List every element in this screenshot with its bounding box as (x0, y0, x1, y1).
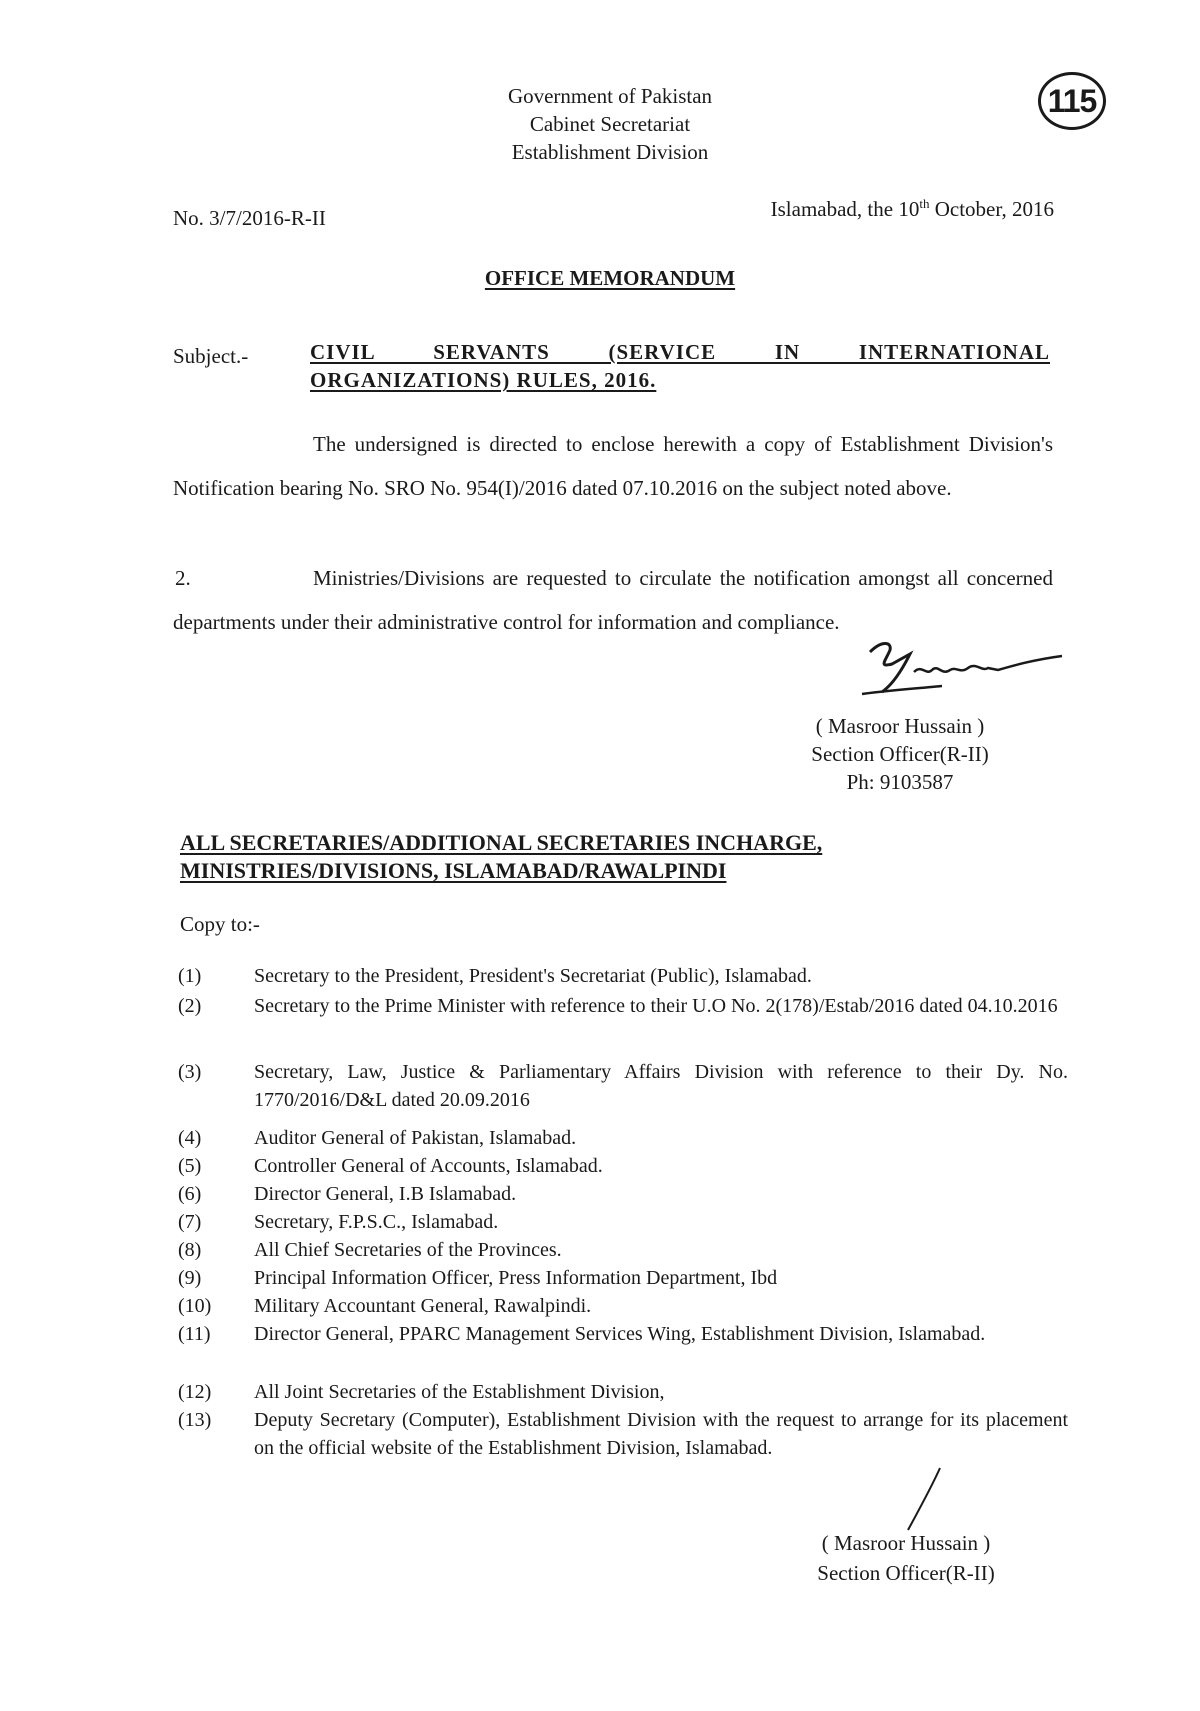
copy-item-text: Secretary, F.P.S.C., Islamabad. (254, 1211, 499, 1233)
copy-item-number: (11) (178, 1323, 211, 1345)
signatory-designation: Section Officer(R-II) (811, 742, 989, 766)
copy-item (178, 1236, 1068, 1264)
copy-item-text: Controller General of Accounts, Islamabad. (254, 1155, 603, 1177)
copy-item-number: (3) (178, 1061, 202, 1083)
body-paragraph-2: Ministries/Divisions are requested to circulate the notification amongst all concerned departments under their administrative control for information and compliance. (173, 566, 1053, 634)
body-paragraph-1: The undersigned is directed to enclose herewith a copy of Establishment Division's Notification bearing No. SRO No. 954(I)/2016 dated 07.10.2016 on the subject noted above. (173, 432, 1053, 500)
copy-item-number: (1) (178, 965, 202, 987)
subject-line-2: ORGANIZATIONS) RULES, 2016. (310, 368, 657, 392)
letterhead (400, 82, 820, 166)
signature-mark (852, 630, 1067, 710)
addressee-line-2: MINISTRIES/DIVISIONS, ISLAMABAD/RAWALPINDI (180, 858, 727, 883)
copy-item (178, 1124, 1068, 1152)
memo-title: OFFICE MEMORANDUM (484, 266, 736, 290)
copy-item-text: Secretary to the President, President's Secretariat (Public), Islamabad. (254, 965, 812, 987)
copy-item-text: Director General, I.B Islamabad. (254, 1183, 517, 1205)
copy-item-number: (7) (178, 1211, 202, 1233)
reference-number: No. 3/7/2016-R-II (173, 206, 326, 230)
copy-item-number: (13) (178, 1409, 212, 1431)
body-paragraph-2-number: 2. (175, 566, 191, 590)
signatory-phone: Ph: 9103587 (846, 770, 954, 794)
date-suffix-sup: th (919, 196, 930, 211)
copy-item-number: (4) (178, 1127, 202, 1149)
copy-item (178, 1208, 1068, 1236)
copy-item-text: Secretary, Law, Justice & Parliamentary Affairs Division with reference to their Dy. No. 1770/2016/D&L dated 20.09.2016 (254, 1061, 1068, 1111)
copy-item (178, 1378, 1068, 1406)
signatory-name-2: ( Masroor Hussain ) (821, 1531, 991, 1555)
copy-item-number: (8) (178, 1239, 202, 1261)
place-date (724, 196, 1054, 222)
copy-item-number: (9) (178, 1267, 202, 1289)
copy-item-number: (5) (178, 1155, 202, 1177)
copy-item-text: Principal Information Officer, Press Information Department, Ibd (254, 1267, 778, 1289)
copy-item-number: (10) (178, 1295, 212, 1317)
letterhead-line-1: Government of Pakistan (507, 84, 713, 108)
copy-item (178, 1058, 1068, 1114)
copy-item-text: All Chief Secretaries of the Provinces. (254, 1239, 562, 1261)
copy-item (178, 1152, 1068, 1180)
page-number-stamp: 115 (1038, 72, 1106, 130)
copy-item (178, 1406, 1068, 1462)
copy-item-number: (2) (178, 995, 202, 1017)
copy-item-number: (12) (178, 1381, 212, 1403)
addressee-line-1: ALL SECRETARIES/ADDITIONAL SECRETARIES INCHARGE, (180, 830, 823, 855)
signature-block-1 (780, 712, 1020, 796)
copy-item-number: (6) (178, 1183, 202, 1205)
copy-item (178, 962, 1068, 990)
copy-item (178, 1292, 1068, 1320)
copy-item-text: Director General, PPARC Management Services Wing, Establishment Division, Islamabad. (254, 1323, 986, 1345)
signatory-designation-2: Section Officer(R-II) (817, 1561, 995, 1585)
signature-block-2 (786, 1528, 1026, 1588)
copy-item-text: Deputy Secretary (Computer), Establishment Division with the request to arrange for its placement on the official website of the Establishment Division, Islamabad. (254, 1409, 1068, 1459)
letterhead-line-3: Establishment Division (511, 140, 709, 164)
copy-item (178, 992, 1068, 1020)
copy-to-label: Copy to:- (180, 912, 260, 936)
place-date-prefix: Islamabad, the 10 (770, 197, 920, 221)
copy-item-text: Military Accountant General, Rawalpindi. (254, 1295, 592, 1317)
copy-item-text: Secretary to the Prime Minister with reference to their U.O No. 2(178)/Estab/2016 dated 04.10.2016 (254, 995, 1058, 1017)
letterhead-line-2: Cabinet Secretariat (529, 112, 691, 136)
copy-item (178, 1264, 1068, 1292)
copy-item (178, 1180, 1068, 1208)
place-date-suffix: October, 2016 (929, 197, 1054, 221)
signatory-name: ( Masroor Hussain ) (815, 714, 985, 738)
copy-item-text: Auditor General of Pakistan, Islamabad. (254, 1127, 577, 1149)
copy-item (178, 1320, 1068, 1348)
subject-label: Subject.- (173, 344, 249, 368)
copy-item-text: All Joint Secretaries of the Establishment Division, (254, 1381, 665, 1403)
signature-stroke (898, 1464, 948, 1534)
subject-line-1: CIVIL SERVANTS (SERVICE IN INTERNATIONAL (310, 340, 1050, 364)
